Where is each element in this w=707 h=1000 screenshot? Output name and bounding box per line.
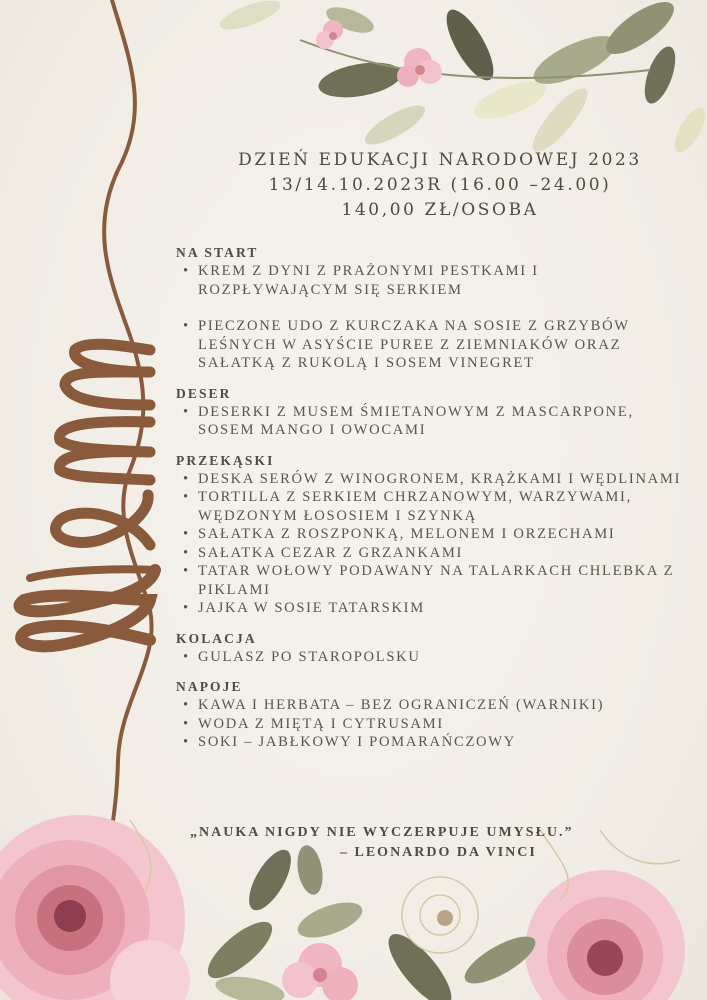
bullet-icon: • <box>183 648 190 665</box>
event-date: 13/14.10.2023R (16.00 –24.00) <box>268 175 612 195</box>
section-deser <box>176 385 686 440</box>
menu-script-word <box>20 0 155 848</box>
section-title: NA START <box>176 245 259 260</box>
bullet-icon: • <box>183 697 190 713</box>
section-title: KOLACJA <box>176 630 257 646</box>
bullet-icon: • <box>183 734 190 750</box>
quote-author: – LEONARDO DA VINCI <box>340 845 537 860</box>
rose-bottom-left <box>0 815 190 1000</box>
bullet-icon: • <box>183 544 190 561</box>
bullet-icon: • <box>183 403 190 420</box>
menu-item: • PIECZONE UDO Z KURCZAKA NA SOSIE Z GRZYBÓW LEŚNYCH W ASYŚCIE PUREE Z ZIEMNIAKÓW ORAZ SAŁATKĄ Z RUKOLĄ I SOSEM VINEGRET <box>183 318 630 371</box>
section-title: NAPOJE <box>176 679 243 694</box>
top-foliage <box>217 0 707 158</box>
bullet-icon: • <box>183 318 190 334</box>
menu-item: • SOKI – JABŁKOWY I POMARAŃCZOWY <box>183 734 517 750</box>
bullet-icon: • <box>183 526 190 542</box>
bullet-icon: • <box>183 563 190 579</box>
quote-block <box>190 823 610 863</box>
section-title: PRZEKĄSKI <box>176 452 275 468</box>
rose-bottom-right <box>525 870 685 1000</box>
menu-item: • WODA Z MIĘTĄ I CYTRUSAMI <box>183 715 444 732</box>
event-price: 140,00 ZŁ/OSOBA <box>341 200 539 220</box>
section-napoje <box>176 678 686 752</box>
menu-header <box>170 148 707 223</box>
bullet-icon: • <box>183 470 190 487</box>
menu-item: • KAWA I HERBATA – BEZ OGRANICZEŃ (WARNIKI) <box>183 697 605 713</box>
bullet-icon: • <box>183 715 190 732</box>
event-title: DZIEŃ EDUKACJI NARODOWEJ 2023 <box>238 150 642 170</box>
pink-blossom <box>316 20 343 49</box>
menu-item: • SAŁATKA Z ROSZPONKĄ, MELONEM I ORZECHAMI <box>183 526 616 542</box>
pink-blossom <box>397 48 442 87</box>
menu-item: • JAJKA W SOSIE TATARSKIM <box>183 600 425 616</box>
pink-blossom <box>282 943 358 1000</box>
bullet-icon: • <box>183 263 190 279</box>
menu-item: • TATAR WOŁOWY PODAWANY NA TALARKACH CHLEBKA Z PIKLAMI <box>183 563 675 598</box>
bullet-icon: • <box>183 489 190 505</box>
bullet-icon: • <box>183 600 190 616</box>
section-title: DESER <box>176 385 232 401</box>
menu-item: • TORTILLA Z SERKIEM CHRZANOWYM, WARZYWAMI, WĘDZONYM ŁOSOSIEM I SZYNKĄ <box>183 489 632 524</box>
section-przekaski <box>176 452 686 618</box>
menu-item: • KREM Z DYNI Z PRAŻONYMI PESTKAMI I ROZPŁYWAJĄCYM SIĘ SERKIEM <box>183 263 539 298</box>
menu-item: • DESERKI Z MUSEM ŚMIETANOWYM Z MASCARPONE, SOSEM MANGO I OWOCAMI <box>183 403 634 438</box>
menu-item: • DESKA SERÓW Z WINOGRONEM, KRĄŻKAMI I WĘDLINAMI <box>183 470 682 487</box>
menu-item: • GULASZ PO STAROPOLSKU <box>183 648 421 665</box>
menu-content <box>176 244 686 764</box>
section-na-start <box>176 244 686 373</box>
menu-item: • SAŁATKA CEZAR Z GRZANKAMI <box>183 544 464 561</box>
section-kolacja <box>176 630 686 667</box>
quote-text: „NAUKA NIGDY NIE WYCZERPUJE UMYSŁU.” <box>190 825 574 840</box>
